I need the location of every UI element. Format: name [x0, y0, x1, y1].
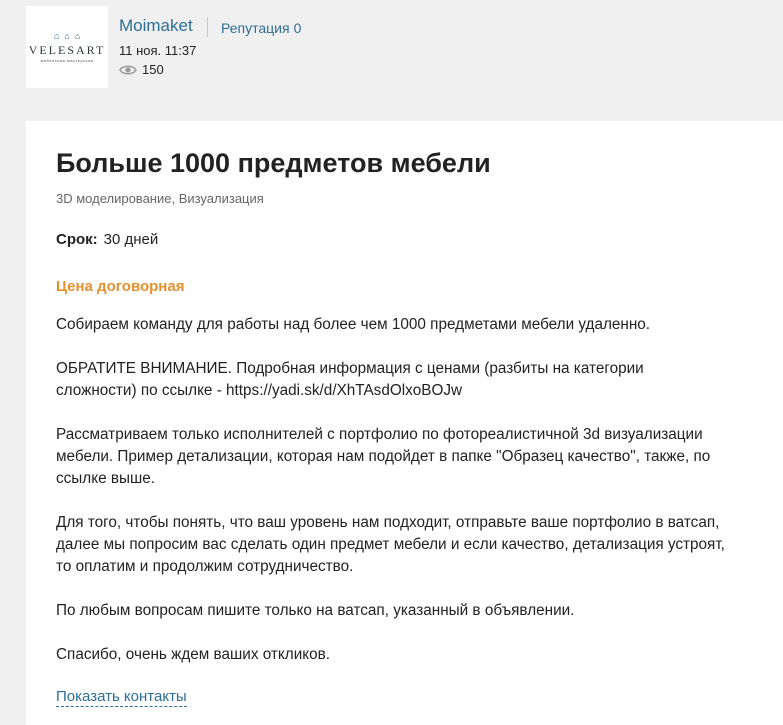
deadline-label: Срок: [56, 231, 98, 248]
house-icon: ⌂ [53, 30, 60, 41]
price-label: Цена договорная [56, 278, 185, 295]
author-name-link[interactable]: Moimaket [119, 16, 193, 35]
description-paragraph: Спасибо, очень ждем ваших откликов. [56, 646, 330, 663]
post-card [26, 121, 783, 725]
logo-subtext: мебельная мастерская [40, 57, 94, 63]
house-icon: ⌂ [64, 30, 70, 41]
reputation-label: Репутация [221, 20, 290, 36]
deadline-value: 30 дней [103, 231, 159, 248]
post-title: Больше 1000 предметов мебели [56, 148, 491, 178]
reputation[interactable] [221, 19, 301, 37]
logo-houses [54, 32, 80, 41]
description-paragraph: По любым вопросам пишите только на ватсап, указанный в объявлении. [56, 602, 575, 619]
logo-wordmark: VELESART [28, 42, 106, 57]
description-paragraph: ОБРАТИТЕ ВНИМАНИЕ. Подробная информация с ценами (разбиты на категории сложности) по ссылке - https://yadi.sk/d/XhTAsdOlxoBOJw [56, 360, 644, 399]
house-icon: ⌂ [74, 30, 81, 41]
eye-icon [119, 64, 137, 76]
description-paragraph: Собираем команду для работы над более чем 1000 предметами мебели удаленно. [56, 316, 651, 333]
views-counter [119, 62, 164, 78]
description-paragraph: Для того, чтобы понять, что ваш уровень нам подходит, отправьте ваше портфолио в ватсап, далее мы попросим вас сделать один предмет мебели и если качество, детализация устроят, то оплатим и продолжим сотрудничество. [56, 514, 725, 575]
author-avatar[interactable] [26, 6, 108, 88]
show-contacts-link[interactable]: Показать контакты [56, 688, 187, 705]
deadline [56, 231, 158, 249]
description-paragraph: Рассматриваем только исполнителей с портфолио по фотореалистичной 3d визуализации мебели. Пример детализации, которая нам подойдет в папке "Образец качество", также, по ссылке выше. [56, 426, 711, 487]
views-count: 150 [142, 62, 164, 77]
post-description [56, 314, 761, 688]
divider [207, 17, 208, 37]
reputation-value: 0 [293, 20, 302, 36]
post-categories: 3D моделирование, Визуализация [56, 191, 264, 206]
post-date: 11 ноя. 11:37 [119, 43, 197, 58]
